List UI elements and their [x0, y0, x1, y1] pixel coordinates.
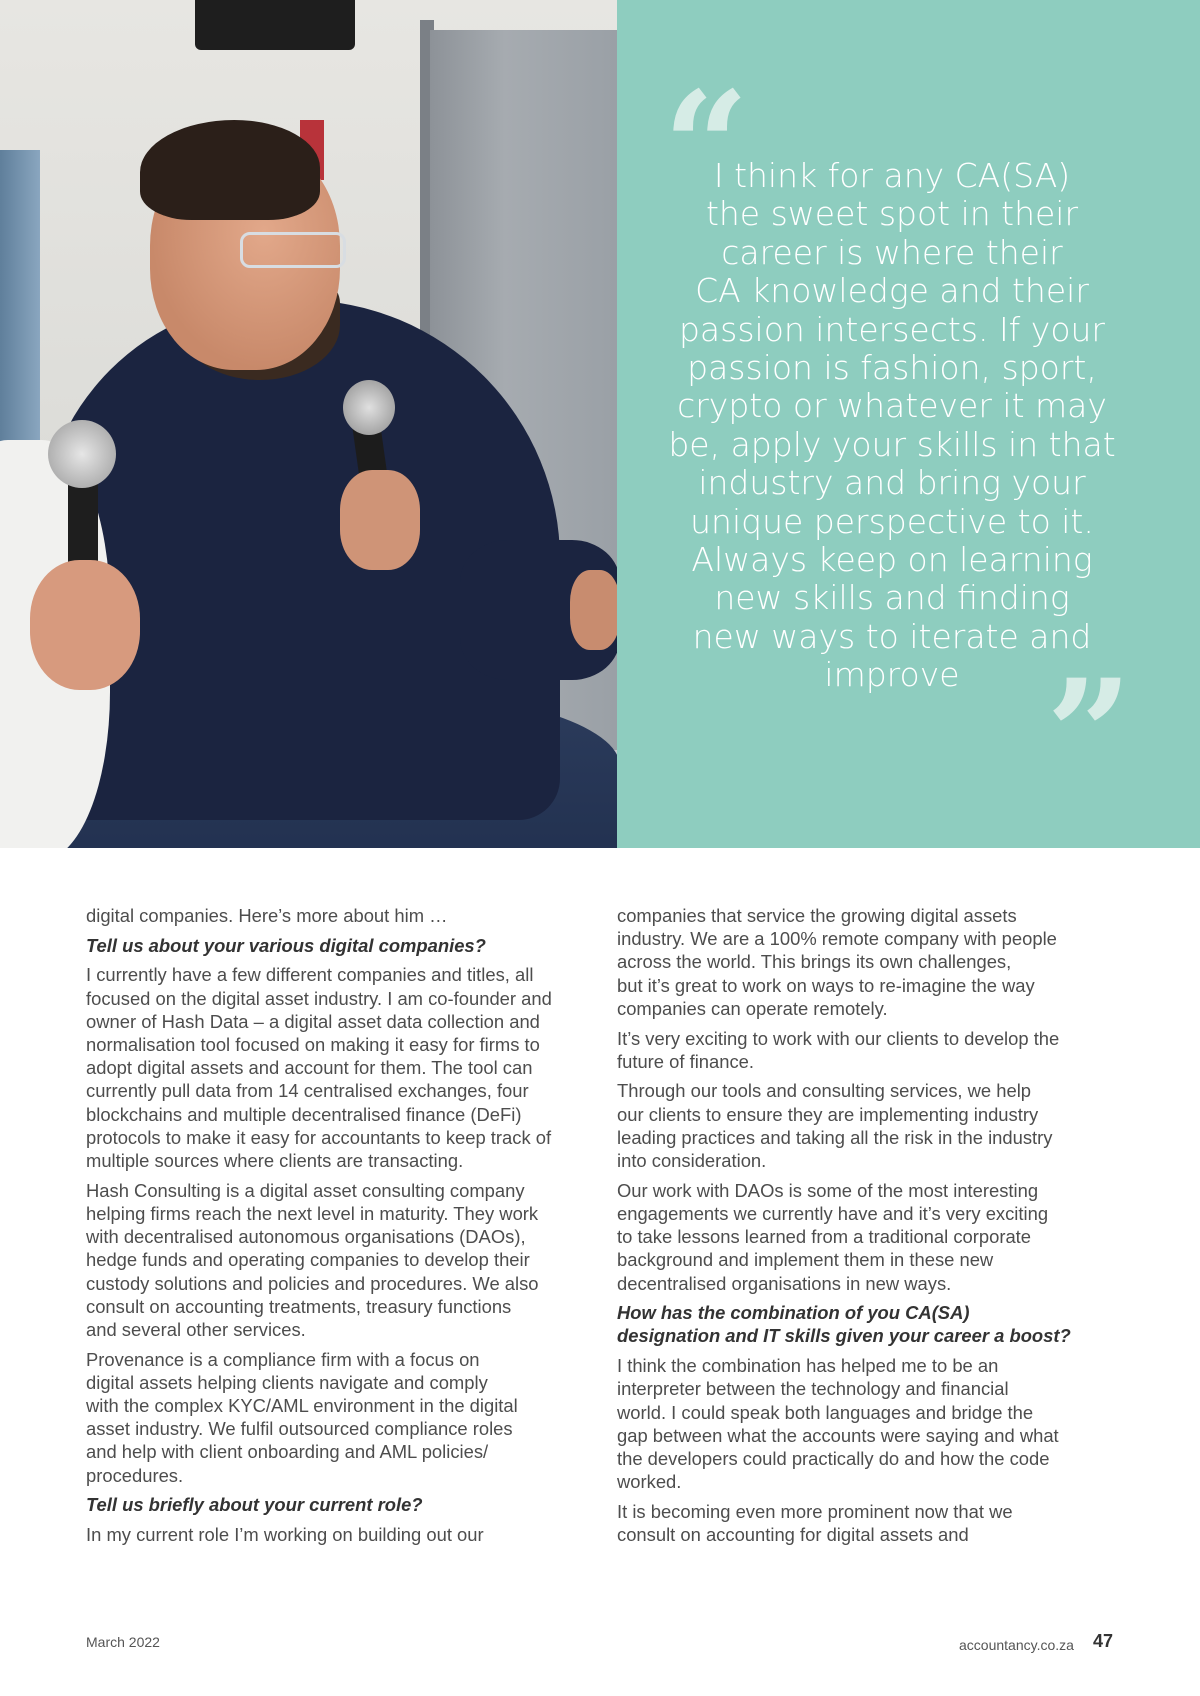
text-line: multiple sources where clients are transacting.	[86, 1150, 464, 1172]
text-line: future of finance.	[617, 1050, 754, 1072]
text-line: with decentralised autonomous organisations (DAOs),	[86, 1226, 526, 1248]
text-line: I think the combination has helped me to be an	[617, 1355, 999, 1377]
text-line: In my current role I’m working on building out our	[86, 1524, 484, 1546]
quote-line: I think for any CA(SA)	[713, 156, 1071, 195]
left-column	[86, 904, 586, 1553]
text-line: Hash Consulting is a digital asset consulting company	[86, 1179, 525, 1201]
text-line: focused on the digital asset industry. I am co-founder and	[86, 987, 552, 1009]
body-paragraph	[617, 1179, 1117, 1295]
text-line: industry. We are a 100% remote company with people	[617, 928, 1057, 950]
body-paragraph	[86, 1523, 586, 1546]
text-line: Tell us about your various digital companies?	[86, 934, 486, 956]
text-line: Tell us briefly about your current role?	[86, 1494, 423, 1516]
close-quote-icon: ”	[1046, 647, 1133, 823]
ceiling-speaker	[195, 0, 355, 50]
text-line: the developers could practically do and how the code	[617, 1447, 1050, 1469]
quote-line: new ways to iterate and	[692, 616, 1092, 656]
open-quote-icon: “	[663, 59, 750, 235]
page-number: 47	[1093, 1631, 1114, 1651]
quote-line: industry and bring your	[698, 463, 1086, 503]
quote-line: improve	[824, 655, 960, 695]
text-line: background and implement them in these new	[617, 1249, 994, 1271]
body-paragraph	[86, 963, 586, 1172]
text-line: across the world. This brings its own challenges,	[617, 951, 1012, 973]
text-line: designation and IT skills given your career a boost?	[617, 1325, 1071, 1347]
text-line: worked.	[617, 1471, 682, 1493]
quote-line: new skills and finding	[714, 578, 1070, 618]
text-line: with the complex KYC/AML environment in the digital	[86, 1395, 518, 1417]
text-line: companies that service the growing digital assets	[617, 905, 1017, 926]
speaker-hair	[140, 120, 320, 220]
text-line: but it’s great to work on ways to re-imagine the way	[617, 974, 1035, 996]
interviewer-microphone-head	[48, 420, 116, 488]
quote-line: be, apply your skills in that	[668, 424, 1116, 464]
text-line: Through our tools and consulting services, we help	[617, 1080, 1032, 1102]
interviewer-hand	[30, 560, 140, 690]
issue-date: March 2022	[86, 1634, 160, 1650]
text-line: gap between what the accounts were saying and what	[617, 1424, 1059, 1446]
text-line: and several other services.	[86, 1318, 306, 1340]
text-line: helping firms reach the next level in maturity. They work	[86, 1202, 539, 1224]
text-line: normalisation tool focused on making it easy for firms to	[86, 1034, 540, 1056]
quote-line: passion is fashion, sport,	[687, 348, 1097, 388]
body-paragraph	[86, 1179, 586, 1341]
interview-question	[617, 1301, 1117, 1347]
text-line: world. I could speak both languages and bridge the	[617, 1401, 1034, 1423]
body-paragraph	[617, 1354, 1117, 1493]
interview-question	[86, 934, 586, 957]
quote-line: passion intersects. If your	[678, 309, 1105, 349]
text-line: consult on accounting treatments, treasury functions	[86, 1295, 512, 1317]
speaker-photo	[0, 0, 617, 848]
speaker-gesture-hand	[570, 570, 617, 650]
website-link[interactable]: accountancy.co.za	[959, 1637, 1074, 1653]
text-line: I currently have a few different companies and titles, all	[86, 964, 534, 986]
body-paragraph	[86, 904, 586, 927]
text-line: How has the combination of you CA(SA)	[617, 1302, 970, 1324]
body-paragraph	[617, 1500, 1117, 1546]
text-line: It’s very exciting to work with our clients to develop the	[617, 1027, 1060, 1049]
text-line: custody solutions and policies and procedures. We also	[86, 1272, 539, 1294]
text-line: decentralised organisations in new ways.	[617, 1272, 952, 1294]
text-line: currently pull data from 14 centralised exchanges, four	[86, 1080, 529, 1102]
quote-line: the sweet spot in their	[705, 194, 1079, 234]
text-line: digital companies. Here’s more about him …	[86, 905, 448, 926]
text-line: to take lessons learned from a traditional corporate	[617, 1226, 1032, 1248]
text-line: Our work with DAOs is some of the most interesting	[617, 1179, 1039, 1201]
text-line: leading practices and taking all the risk in the industry	[617, 1126, 1053, 1148]
speaker-glasses	[240, 232, 346, 268]
text-line: hedge funds and operating companies to develop their	[86, 1249, 530, 1271]
text-line: asset industry. We fulfil outsourced compliance roles	[86, 1418, 513, 1440]
quote-line: Always keep on learning	[691, 540, 1093, 580]
text-line: and help with client onboarding and AML policies/	[86, 1441, 489, 1463]
body-paragraph	[617, 1027, 1117, 1073]
text-line: engagements we currently have and it’s very exciting	[617, 1202, 1049, 1224]
text-line: Provenance is a compliance firm with a focus on	[86, 1348, 480, 1370]
interview-question	[86, 1493, 586, 1516]
text-line: consult on accounting for digital assets and	[617, 1524, 969, 1546]
body-paragraph	[617, 904, 1117, 1020]
quote-line: career is where their	[721, 232, 1063, 272]
text-line: our clients to ensure they are implementing industry	[617, 1103, 1039, 1125]
speaker-hand	[340, 470, 420, 570]
text-line: It is becoming even more prominent now that we	[617, 1500, 1013, 1522]
body-paragraph	[86, 1348, 586, 1487]
pull-quote-text	[662, 157, 1122, 695]
text-line: protocols to make it easy for accountants to keep track of	[86, 1126, 552, 1148]
microphone-head	[343, 380, 395, 435]
quote-line: crypto or whatever it may	[677, 386, 1107, 426]
text-line: procedures.	[86, 1464, 184, 1486]
text-line: owner of Hash Data – a digital asset data collection and	[86, 1010, 540, 1032]
text-line: interpreter between the technology and financial	[617, 1378, 1009, 1400]
text-line: into consideration.	[617, 1150, 767, 1172]
body-paragraph	[617, 1079, 1117, 1172]
quote-line: unique perspective to it.	[690, 501, 1094, 541]
quote-line: CA knowledge and their	[695, 271, 1089, 311]
text-line: adopt digital assets and account for them. The tool can	[86, 1057, 533, 1079]
right-column	[617, 904, 1117, 1553]
text-line: digital assets helping clients navigate and comply	[86, 1371, 488, 1393]
text-line: companies can operate remotely.	[617, 997, 888, 1019]
text-line: blockchains and multiple decentralised finance (DeFi)	[86, 1103, 522, 1125]
